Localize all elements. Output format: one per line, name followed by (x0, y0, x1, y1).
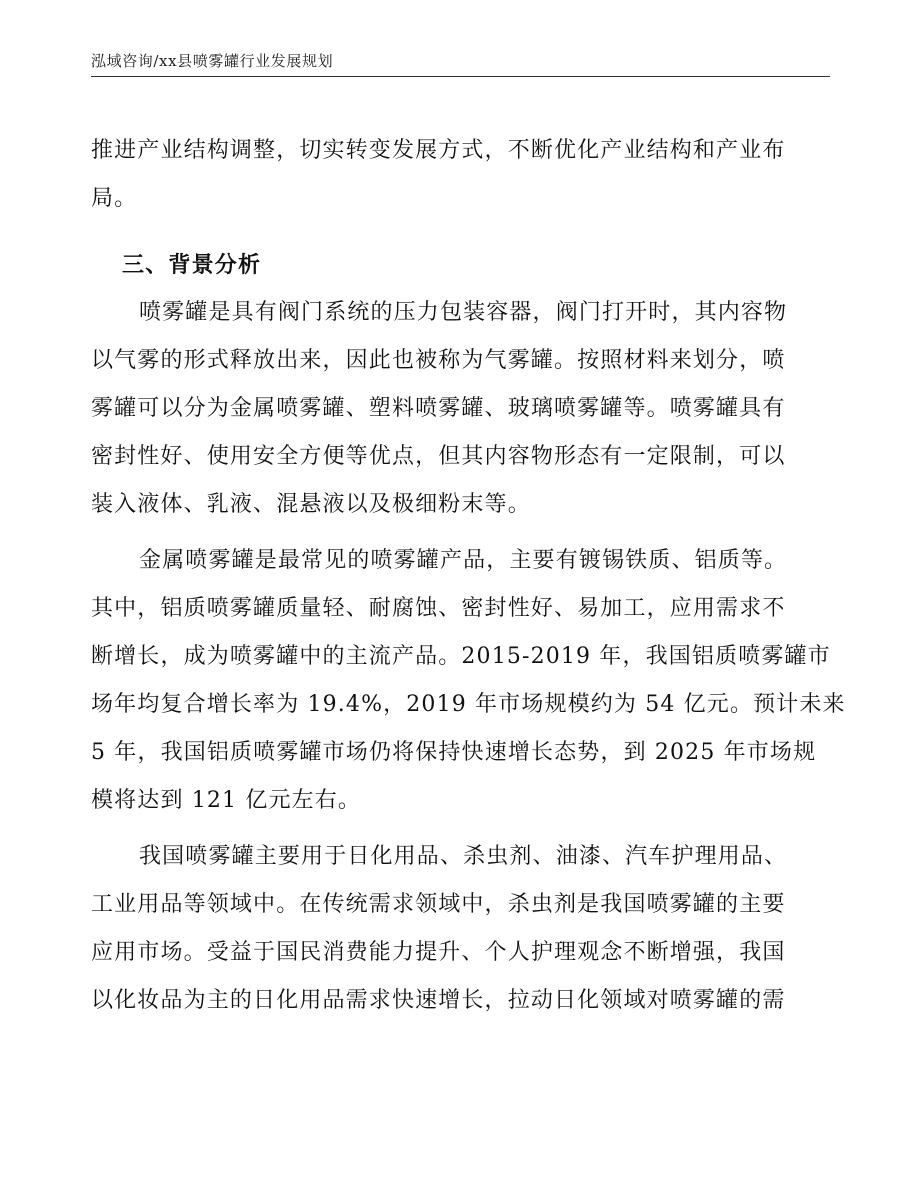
section-heading: 三、背景分析 (122, 252, 262, 278)
paragraph-2-line-4: 场年均复合增长率为 19.4%，2019 年市场规模约为 54 亿元。预计未来 (91, 692, 846, 717)
intro-line-2: 局。 (91, 186, 138, 211)
intro-line-1: 推进产业结构调整，切实转变发展方式，不断优化产业结构和产业布 (91, 138, 786, 163)
paragraph-2-line-2: 其中，铝质喷雾罐质量轻、耐腐蚀、密封性好、易加工，应用需求不 (91, 596, 786, 621)
paragraph-3-line-2: 工业用品等领域中。在传统需求领域中，杀虫剂是我国喷雾罐的主要 (91, 892, 786, 917)
paragraph-gap (91, 529, 831, 537)
paragraph-3-line-4: 以化妆品为主的日化用品需求快速增长，拉动日化领域对喷雾罐的需 (91, 988, 786, 1013)
paragraph-2-line-5: 5 年，我国铝质喷雾罐市场仍将保持快速增长态势，到 2025 年市场规 (91, 740, 817, 765)
paragraph-1-line-2: 以气雾的形式释放出来，因此也被称为气雾罐。按照材料来划分，喷 (91, 348, 786, 373)
paragraph-3-line-3: 应用市场。受益于国民消费能力提升、个人护理观念不断增强，我国 (91, 940, 786, 965)
section-gap (91, 223, 831, 241)
paragraph-2-line-1: 金属喷雾罐是最常见的喷雾罐产品，主要有镀锡铁质、铝质等。 (139, 548, 788, 573)
paragraph-2-line-6: 模将达到 121 亿元左右。 (91, 788, 362, 813)
paragraph-gap (91, 825, 831, 833)
paragraph-1-line-3: 雾罐可以分为金属喷雾罐、塑料喷雾罐、玻璃喷雾罐等。喷雾罐具有 (91, 396, 786, 421)
paragraph-1-line-4: 密封性好、使用安全方便等优点，但其内容物形态有一定限制，可以 (91, 444, 786, 469)
document-body (91, 127, 846, 1025)
page-header: 泓域咨询/xx县喷雾罐行业发展规划 (91, 52, 334, 70)
paragraph-3-line-1: 我国喷雾罐主要用于日化用品、杀虫剂、油漆、汽车护理用品、 (139, 844, 788, 869)
paragraph-1-line-1: 喷雾罐是具有阀门系统的压力包装容器，阀门打开时，其内容物 (139, 300, 788, 325)
paragraph-2-line-3: 断增长，成为喷雾罐中的主流产品。2015-2019 年，我国铝质喷雾罐市 (91, 644, 831, 669)
header-divider (91, 76, 830, 77)
paragraph-1-line-5: 装入液体、乳液、混悬液以及极细粉末等。 (91, 492, 531, 517)
